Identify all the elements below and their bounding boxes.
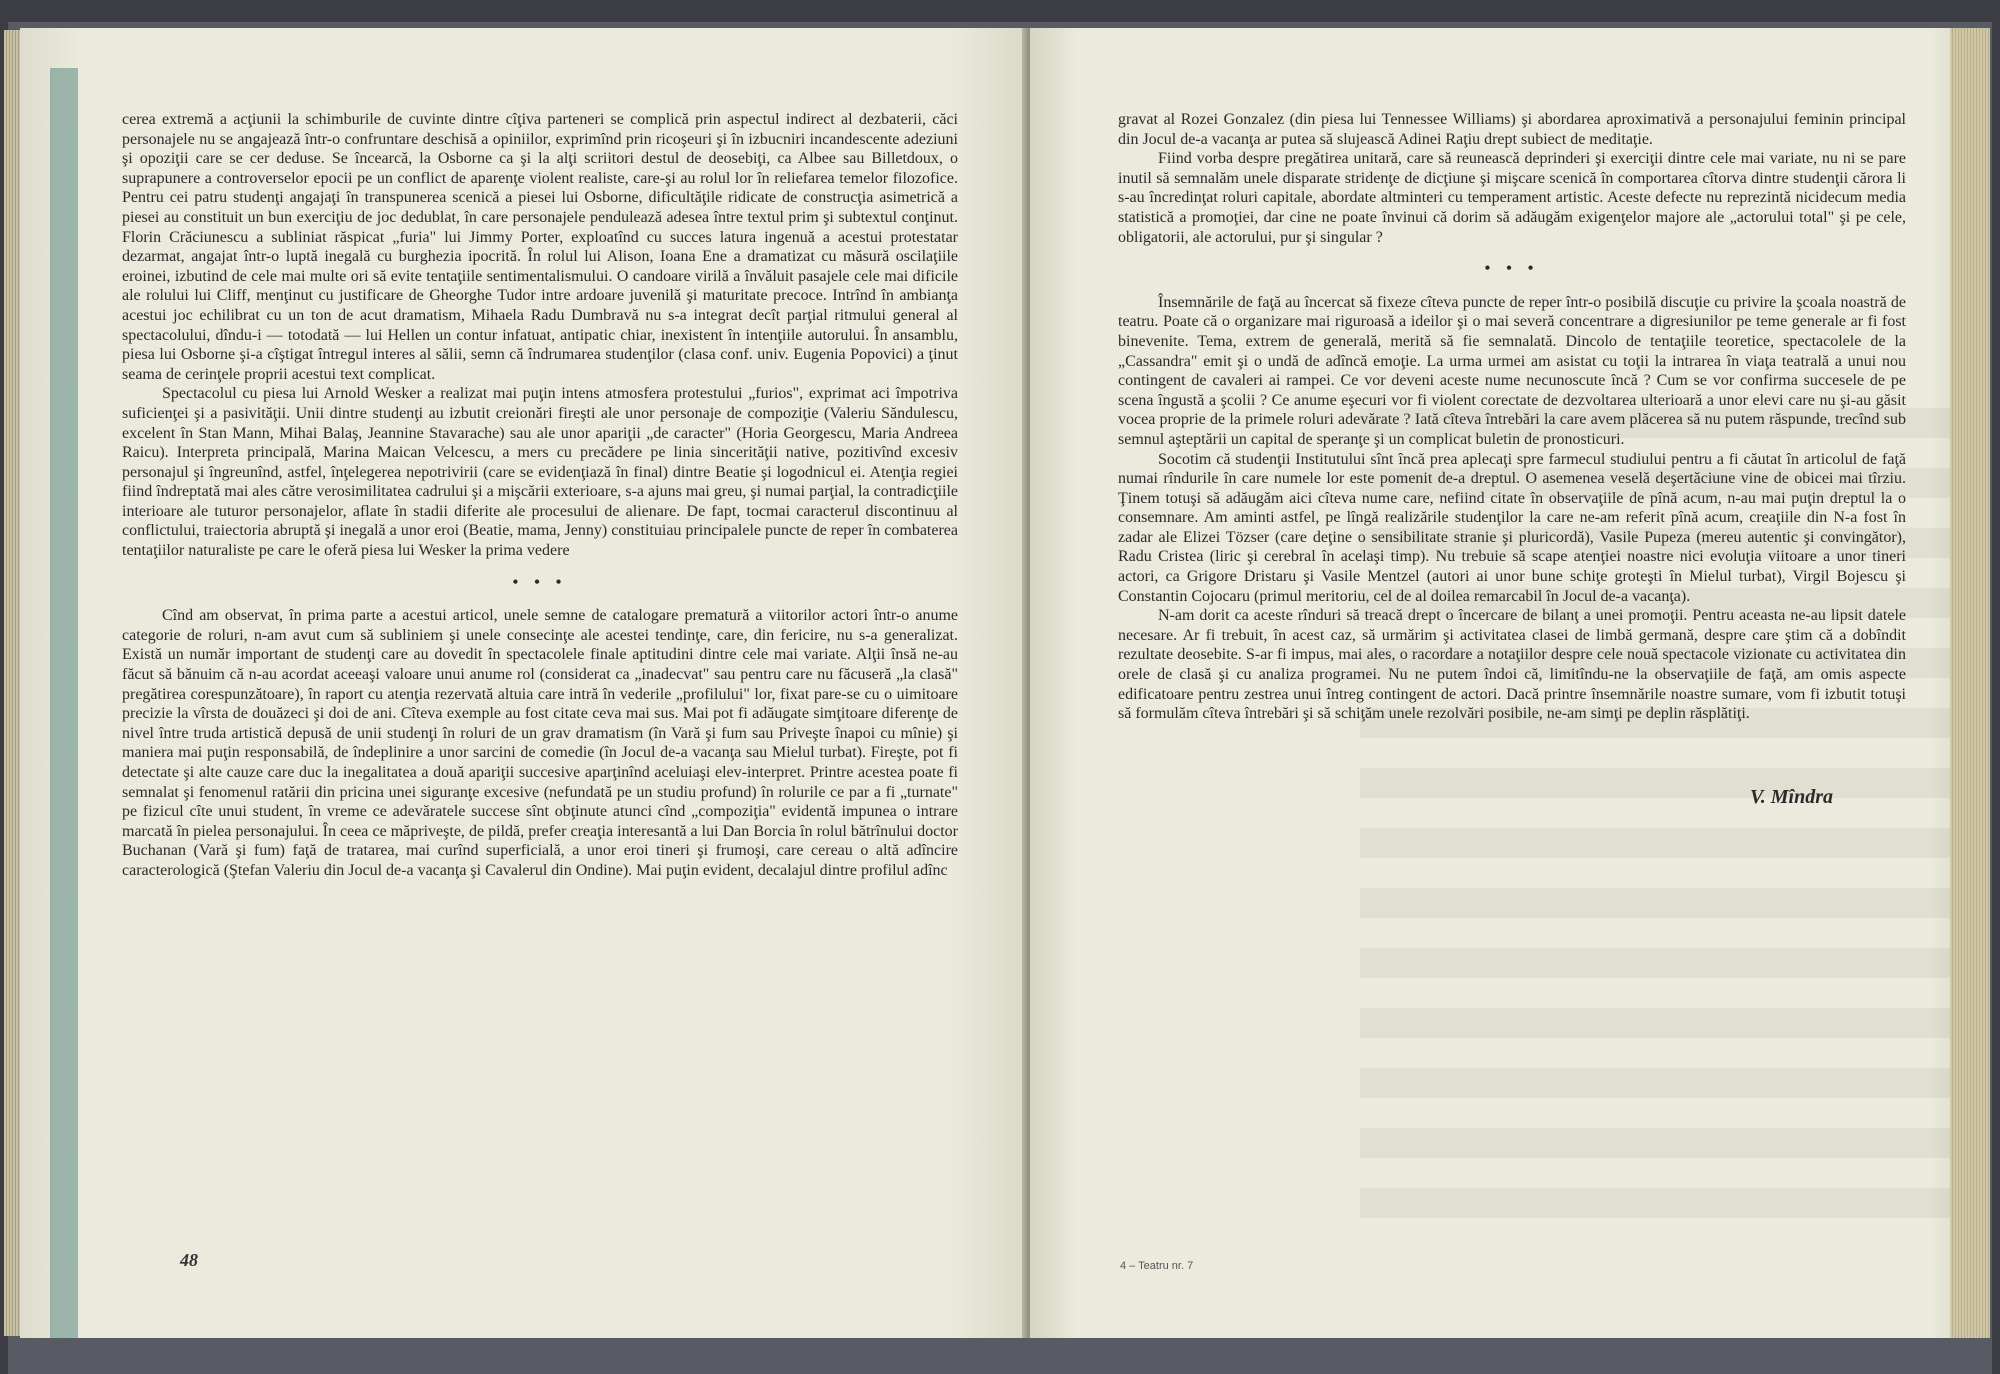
right-page-edges bbox=[1950, 28, 1990, 1338]
left-paragraph-2: Spectacolul cu piesa lui Arnold Wesker a realizat mai puţin intens atmosfera protestului „furios", exprimat aci împotriva suficienţei şi a pasivităţii. Unii dintre studenţi au izbutit creionări fireşti ale unor personaje de compoziţie (Valeriu Săndulescu, excelent în Stan Mann, Mihai Balaş, Jeannine Stavarache) sau ale unor apariţii „de caracter" (Horia Georgescu, Maria Andreea Raicu). Interpreta principală, Marina Maican Velcescu, a mers cu precădere pe linia sincerităţii native, pozitivînd excesiv personajul şi îngreunînd, astfel, înţelegerea nepotrivirii (care se evidenţiază în final) dintre Beatie şi logodnicul ei. Atenţia regiei fiind îndreptată mai ales către verosimilitatea cadrului şi a mişcării exterioare, s-a ajuns mai greu, şi numai parţial, la contradicţiile interioare ale tuturor personajelor, aflate în stadii diferite ale procesului de alienare. De fapt, tocmai caracterul discontinuu al conflictului, traiectoria abruptă şi inegală a unor eroi (Beatie, mama, Jenny) constituiau principalele puncte de reper în combaterea tentaţiilor naturaliste pe care le oferă piesa lui Wesker la prima vedere bbox=[122, 385, 958, 560]
left-page bbox=[20, 28, 1032, 1338]
left-paragraph-3: Cînd am observat, în prima parte a acestui articol, unele semne de catalogare prematură a viitorilor actori într-o anume categorie de roluri, n-am avut cum să subliniem şi unele consecinţe ale acestei tendinţe, care, din fericire, nu s-a generalizat. Există un număr important de studenţi care au dovedit în spectacolele finale aptitudini dintre cele mai variate. Alţii însă ne-au făcut să bănuim că n-au acordat aceeaşi valoare unui anume rol (considerat ca „inadecvat" sau pentru care nu făcuseră „la clasă" pregătirea corespunzătoare), în raport cu atenţia rezervată altuia care intră în vederile „profilului" lor, fixat pare-se cu o uimitoare precizie la vîrsta de douăzeci şi doi de ani. Cîteva exemple au fost citate ceva mai sus. Mai pot fi adăugate simţitoare diferenţe de nivel între truda artistică depusă de unii studenţi în roluri de un grav dramatism (în Vară şi fum sau Priveşte înapoi cu mînie) şi maniera mai puţin responsabilă, de îndeplinire a unor sarcini de comedie (în Jocul de-a vacanţa sau Mielul turbat). Fireşte, pot fi detectate şi alte cauze care duc la inegalitatea a două apariţii succesive aparţinînd aceluiaşi elev-interpret. Printre acestea poate fi semnalat şi fenomenul ratării din pricina unei siguranţe excesive (nefundată pe un studiu profund) în rolurile ce par a fi „turnate" pe fizicul cîte unui student, în vreme ce adevăratele succese sînt obţinute atunci cînd „compoziţia" evidentă impunea o intrare marcată în pielea personajului. În ceea ce măpriveşte, de pildă, prefer creaţia interesantă a lui Dan Borcia în rolul bătrînului doctor Buchanan (Vară şi fum) faţă de tratarea, mai curînd superficială, a unor eroi tineri şi frumoşi, care cereau o altă adîncire caracterologică (Ştefan Valeriu din Jocul de-a vacanţa şi Cavalerul din Ondine). Mai puţin evident, decalajul dintre profilul adînc bbox=[122, 607, 958, 879]
author-signature: V. Mîndra bbox=[1750, 786, 1834, 808]
left-paragraph-1: cerea extremă a acţiunii la schimburile de cuvinte dintre cîţiva parteneri se complică prin aspectul indirect al dezbaterii, căci personajele nu se angajează într-o confruntare deschisă a opiniilor, exprimînd prin ricoşeuri şi în izbucniri incandescente adeziuni şi opoziţii care se cer deduse. Se încearcă, la Osborne ca şi la alţi scriitori destul de deosebiţi, ca Albee sau Billetdoux, o suprapunere a controverselor epocii pe un conflict de aparenţe violent realiste, care-şi au rolul lor în reliefarea temelor filozofice. Pentru cei patru studenţi angajaţi în transpunerea scenică a piesei lui Osborne, dificultăţile ridicate de construcţia asimetrică a piesei au constituit un bun exerciţiu de joc dedublat, în care personajele pendulează adesea între textul prim şi subtextul conţinut. Florin Crăciunescu a subliniat răspicat „furia" lui Jimmy Porter, exploatînd cu succes latura ingenuă a acestui protestatar dezarmat, angajat într-o luptă inegală cu burghezia ipocrită. În rolul lui Alison, Ioana Ene a dramatizat cu măsură oscilaţiile eroinei, izbutind de cele mai multe ori să evite tentaţiile sentimentalismului. O candoare virilă a învăluit pasajele cele mai dificile ale rolului lui Cliff, menţinut cu justificare de Gheorghe Tudor intre ardoare juvenilă şi maturitate precoce. Intrînd în ambianţa acestui joc echilibrat cu un ton de acut dramatism, Mihaela Radu Dumbravă nu s-a integrat decît parţial ritmului general al spectacolului, dîndu-i — totodată — lui Hellen un contur infatuat, antipatic chiar, inexistent în intenţiile autorului. În ansamblu, piesa lui Osborne şi-a cîştigat întregul interes al sălii, semn că îndrumarea studenţilor (clasa conf. univ. Eugenia Popovici) a ţinut seama de cerinţele proprii acestui text complicat. bbox=[122, 111, 958, 383]
right-paragraph-4: Socotim că studenţii Institutului sînt încă prea aplecaţi spre farmecul studiului pentru a fi căutat în articolul de faţă numai rîndurile în care numele lor este pomenit de-a dreptul. O asemenea veselă deşertăciune vine de obicei mai tîrziu. Ţinem totuşi să adăugăm aici cîteva nume care, nefiind citate în observaţiile de pînă acum, n-au mai puţin dreptul la o consemnare. Am aminti astfel, pe lîngă realizările studenţilor la care ne-am referit pînă acum, creaţiile din N-a fost în zadar ale Elizei Tözser (care deţine o sensibilitate stranie şi pluricordă), Vasile Pupeza (mereu autentic şi convingător), Radu Cristea (liric şi cerebral în acelaşi timp). Nu trebuie să scape atenţiei noastre nici evoluţia viitoare a unor tineri actori, ca Grigore Dristaru şi Vasile Mentzel (autori ai unor bune schiţe groteşti în Mielul turbat), Virgil Bojescu şi Constantin Cojocaru (primul meritoriu, cel de al doilea remarcabil în Jocul de-a vacanţa). bbox=[1118, 450, 1906, 605]
section-separator: • • • bbox=[512, 573, 568, 591]
page-footer: 4 – Teatru nr. 7 bbox=[1120, 1260, 1194, 1272]
right-paragraph-2: Fiind vorba despre pregătirea unitară, care să reunească deprinderi şi exerciţii dintre cele mai variate, nu ni se pare inutil să semnalăm unele disparate stridenţe de dicţiune şi mişcare scenică în comportarea cîtorva dintre studenţii cărora li s-au încredinţat roluri capitale, abordate altminteri cu temperament artistic. Aceste defecte nu reprezintă nicidecum media statistică a promoţiei, dar cine ne poate învinui că dorim să adăugăm exigenţelor majore ale „actorului total" şi pe cele, obligatorii, ale actorului, pur şi singular ? bbox=[1118, 150, 1906, 246]
right-paragraph-5: N-am dorit ca aceste rînduri să treacă drept o încercare de bilanţ a unei promoţii. Pentru aceasta ne-au lipsit datele necesare. Ar fi trebuit, în acest caz, să urmărim şi activitatea clasei de limbă germană, despre care ştim că a dobîndit rezultate deosebite. S-ar fi impus, mai ales, o racordare a notaţiilor despre cele nouă spectacole vizionate cu activitatea din orele de clasă şi cu analiza programei. Nu ne putem îndoi că, limitîndu-ne la observaţiile de faţă, am omis aspecte edificatoare pentru zestrea unui întreg contingent de actori. Dacă printre însemnările noastre sumare, vom fi izbutit totuşi să formulăm cîteva întrebări şi să schiţăm unele rezolvări posibile, ne-am simţi pe deplin răsplătiţi. bbox=[1118, 607, 1906, 723]
section-separator: • • • bbox=[1484, 260, 1540, 278]
binding-strip bbox=[50, 68, 78, 1338]
left-column bbox=[122, 110, 958, 881]
right-paragraph-1: gravat al Rozei Gonzalez (din piesa lui Tennessee Williams) şi abordarea aproximativă a personajului feminin principal din Jocul de-a vacanţa ar putea să slujească Adinei Raţiu drept subiect de meditaţie. bbox=[1118, 111, 1906, 148]
right-paragraph-3: Însemnările de faţă au încercat să fixeze cîteva puncte de reper într-o posibilă discuţie cu privire la şcoala noastră de teatru. Poate că o organizare mai riguroasă a ideilor şi o mai severă concentrare a digresiunilor pe teme generale ar fi fost binevenite. Tema, extrem de generală, merită să fie semnalată. Dincolo de tentaţiile teoretice, spectacolele de la „Cassandra" emit şi o undă de adîncă emoţie. La urma urmei am asistat cu toţii la intrarea în viaţa teatrală a unui nou contingent de cavaleri ai rampei. Ce vor deveni aceste nume necunoscute încă ? Cum se vor confirma succesele de pe scena îngustă a şcolii ? Ce anume eşecuri vor fi violent corectate de dezvoltarea ulterioară a unor elevi care nu şi-au găsit vocea proprie de la primele roluri adevărate ? Iată cîteva întrebări la care avem plăcerea să nu putem răspunde, trecînd sub semnul aşteptării un capital de speranţe şi un complicat buletin de pronosticuri. bbox=[1118, 293, 1906, 448]
right-page bbox=[1030, 28, 1978, 1338]
right-column bbox=[1118, 110, 1906, 724]
page-number: 48 bbox=[180, 1250, 198, 1270]
